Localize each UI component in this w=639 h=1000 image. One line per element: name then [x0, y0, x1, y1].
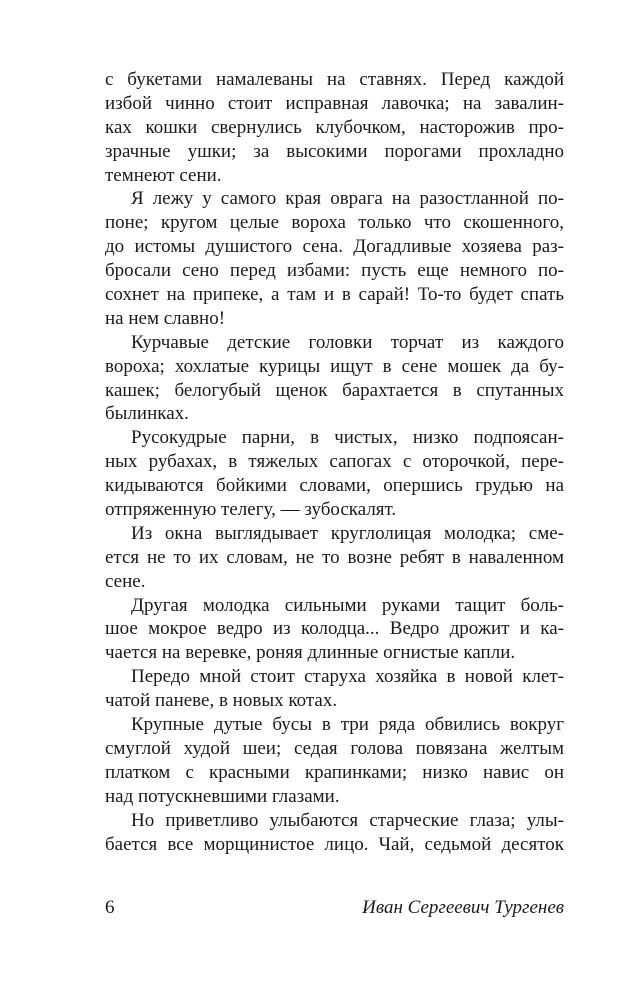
text-line: смуглой худой шеи; седая голова повязана желтым	[105, 737, 564, 759]
text-line: Я лежу у самого края оврага на разостланной по-	[131, 188, 564, 210]
text-line: шое мокрое ведро из колодца... Ведро дрожит и ка-	[105, 618, 564, 640]
text-line: Крупные дутые бусы в три ряда обвились вокруг	[131, 714, 564, 736]
text-line: отпряженную телегу, — зубоскалят.	[105, 499, 397, 521]
text-line: избой чинно стоит исправная лавочка; на завалин-	[105, 92, 564, 114]
text-line: бается все морщинистое лицо. Чай, седьмой десяток	[105, 833, 564, 855]
text-line: Передо мной стоит старуха хозяйка в новой клет-	[131, 666, 564, 688]
text-line: зрачные ушки; за высокими порогами прохладно	[105, 140, 564, 162]
body-text	[105, 68, 564, 856]
text-line: Другая молодка сильными руками тащит боль-	[131, 594, 564, 616]
text-line: сохнет на припеке, а там и в сарай! То-то будет спать	[105, 284, 564, 306]
text-line: бросали сено перед избами: пусть еще немного по-	[105, 260, 564, 282]
text-line: ках кошки свернулись клубочком, насторожив про-	[105, 116, 564, 138]
text-line: былинках.	[105, 403, 189, 425]
text-line: кидываются бойкими словами, опершись грудью на	[105, 475, 564, 497]
page-number: 6	[105, 897, 115, 918]
text-line: на нем славно!	[105, 307, 226, 329]
text-line: поне; кругом целые вороха только что скошенного,	[105, 212, 564, 234]
text-line: до истомы душистого сена. Догадливые хозяева раз-	[105, 236, 564, 258]
text-line: ных рубахах, в тяжелых сапогах с оторочкой, пере-	[105, 451, 564, 473]
text-line: чатой паневе, в новых котах.	[105, 690, 338, 712]
text-line: ется не то их словам, не то возне ребят в наваленном	[105, 546, 564, 568]
text-line: платком с красными крапинками; низко навис он	[105, 761, 564, 783]
text-line: Курчавые детские головки торчат из каждого	[131, 331, 564, 353]
text-line: темнеют сени.	[105, 164, 222, 186]
text-line: Из окна выглядывает круглолицая молодка; сме-	[131, 522, 564, 544]
text-line: Но приветливо улыбаются старческие глаза; улы-	[131, 809, 564, 831]
text-line: чается на веревке, роняя длинные огнистые капли.	[105, 642, 516, 664]
text-line: вороха; хохлатые курицы ищут в сене мошек да бу-	[105, 355, 564, 377]
text-line: с букетами намалеваны на ставнях. Перед каждой	[105, 69, 564, 90]
text-line: над потускневшими глазами.	[105, 785, 340, 807]
text-line: Русокудрые парни, в чистых, низко подпоясан-	[131, 427, 564, 449]
text-line: сене.	[105, 570, 146, 592]
text-line: кашек; белогубый щенок барахтается в спутанных	[105, 379, 564, 401]
running-title: Иван Сергеевич Тургенев	[362, 897, 564, 918]
